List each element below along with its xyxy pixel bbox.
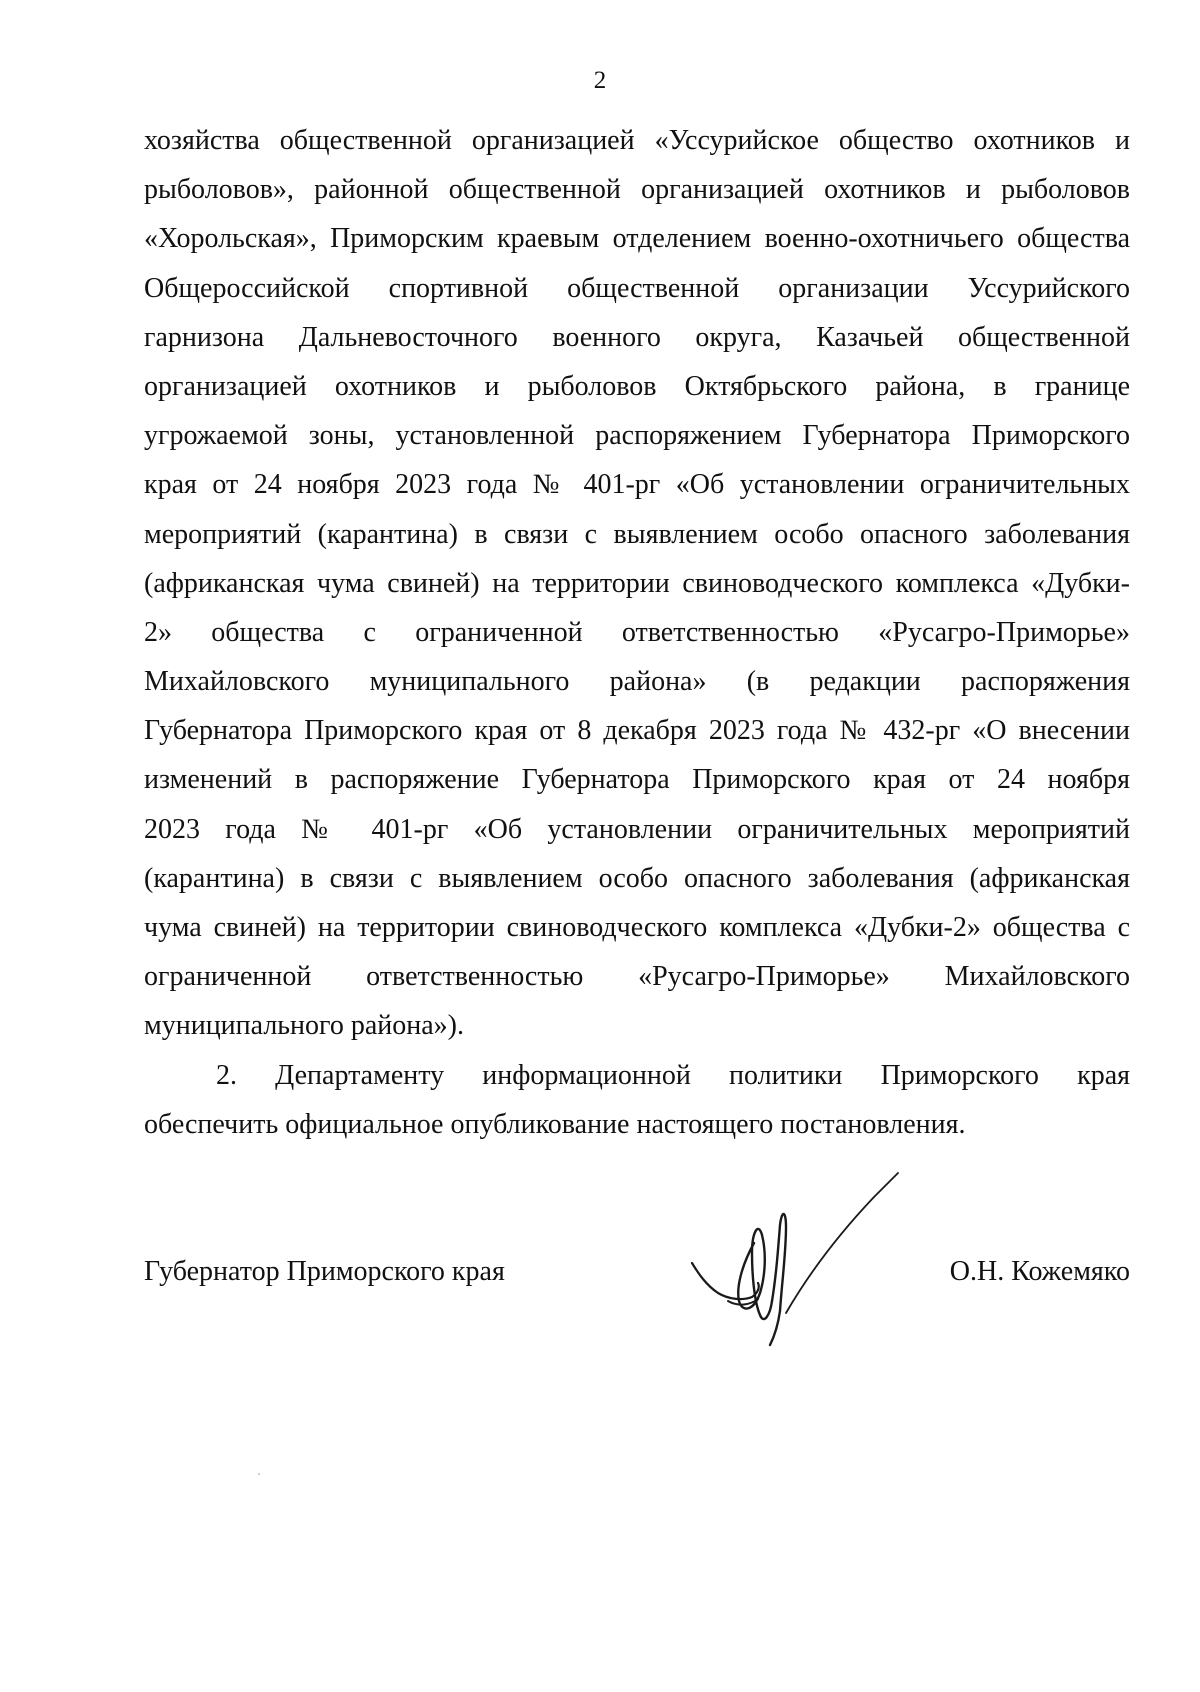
body-line: гарнизона Дальневосточного военного округа, Казачьей общественной [144,321,1130,353]
body-line: чума свиней) на территории свиноводческого комплекса «Дубки-2» общества с [144,912,1130,943]
body-line: рыболовов», районной общественной организацией охотников и рыболовов [144,174,1130,206]
body-line: Михайловского муниципального района» (в редакции распоряжения [144,666,1130,698]
body-line: муниципального района»). [144,1010,464,1042]
body-line: обеспечить официальное опубликование настоящего постановления. [144,1108,966,1140]
body-line: 2. Департаменту информационной политики Приморского края [216,1059,1130,1091]
body-line: «Хорольская», Приморским краевым отделением военно-охотничьего общества [144,223,1130,255]
body-line: (африканская чума свиней) на территории свиноводческого комплекса «Дубки- [144,567,1130,599]
page-number: 2 [593,67,607,94]
body-line: мероприятий (карантина) в связи с выявлением особо опасного заболевания [144,518,1130,550]
body-line: края от 24 ноября 2023 года № 401-рг «Об установлении ограничительных [144,469,1130,501]
body-line: (карантина) в связи с выявлением особо опасного заболевания (африканская [144,862,1130,894]
handwritten-signature [688,1165,918,1350]
body-line: хозяйства общественной организацией «Уссурийское общество охотников и [144,125,1130,156]
body-line: 2023 года № 401-рг «Об установлении ограничительных мероприятий [144,813,1130,845]
body-line: 2» общества с ограниченной ответственностью «Русагро-Приморье» [144,616,1130,648]
body-line: ограниченной ответственностью «Русагро-Приморье» Михайловского [144,961,1130,993]
body-line: изменений в распоряжение Губернатора Приморского края от 24 ноября [144,764,1130,796]
body-line: угрожаемой зоны, установленной распоряжением Губернатора Приморского [144,420,1130,452]
body-text [144,116,1130,1149]
signer-position: Губернатор Приморского края [144,1256,505,1287]
signer-name: О.Н. Кожемяко [949,1256,1130,1287]
body-line: Губернатора Приморского края от 8 декабря 2023 года № 432-рг «О внесении [144,715,1130,747]
signature-block [144,1252,1130,1312]
body-line: организацией охотников и рыболовов Октябрьского района, в границе [144,370,1130,402]
scan-speck [258,1473,260,1475]
body-line: Общероссийской спортивной общественной организации Уссурийского [144,272,1130,304]
